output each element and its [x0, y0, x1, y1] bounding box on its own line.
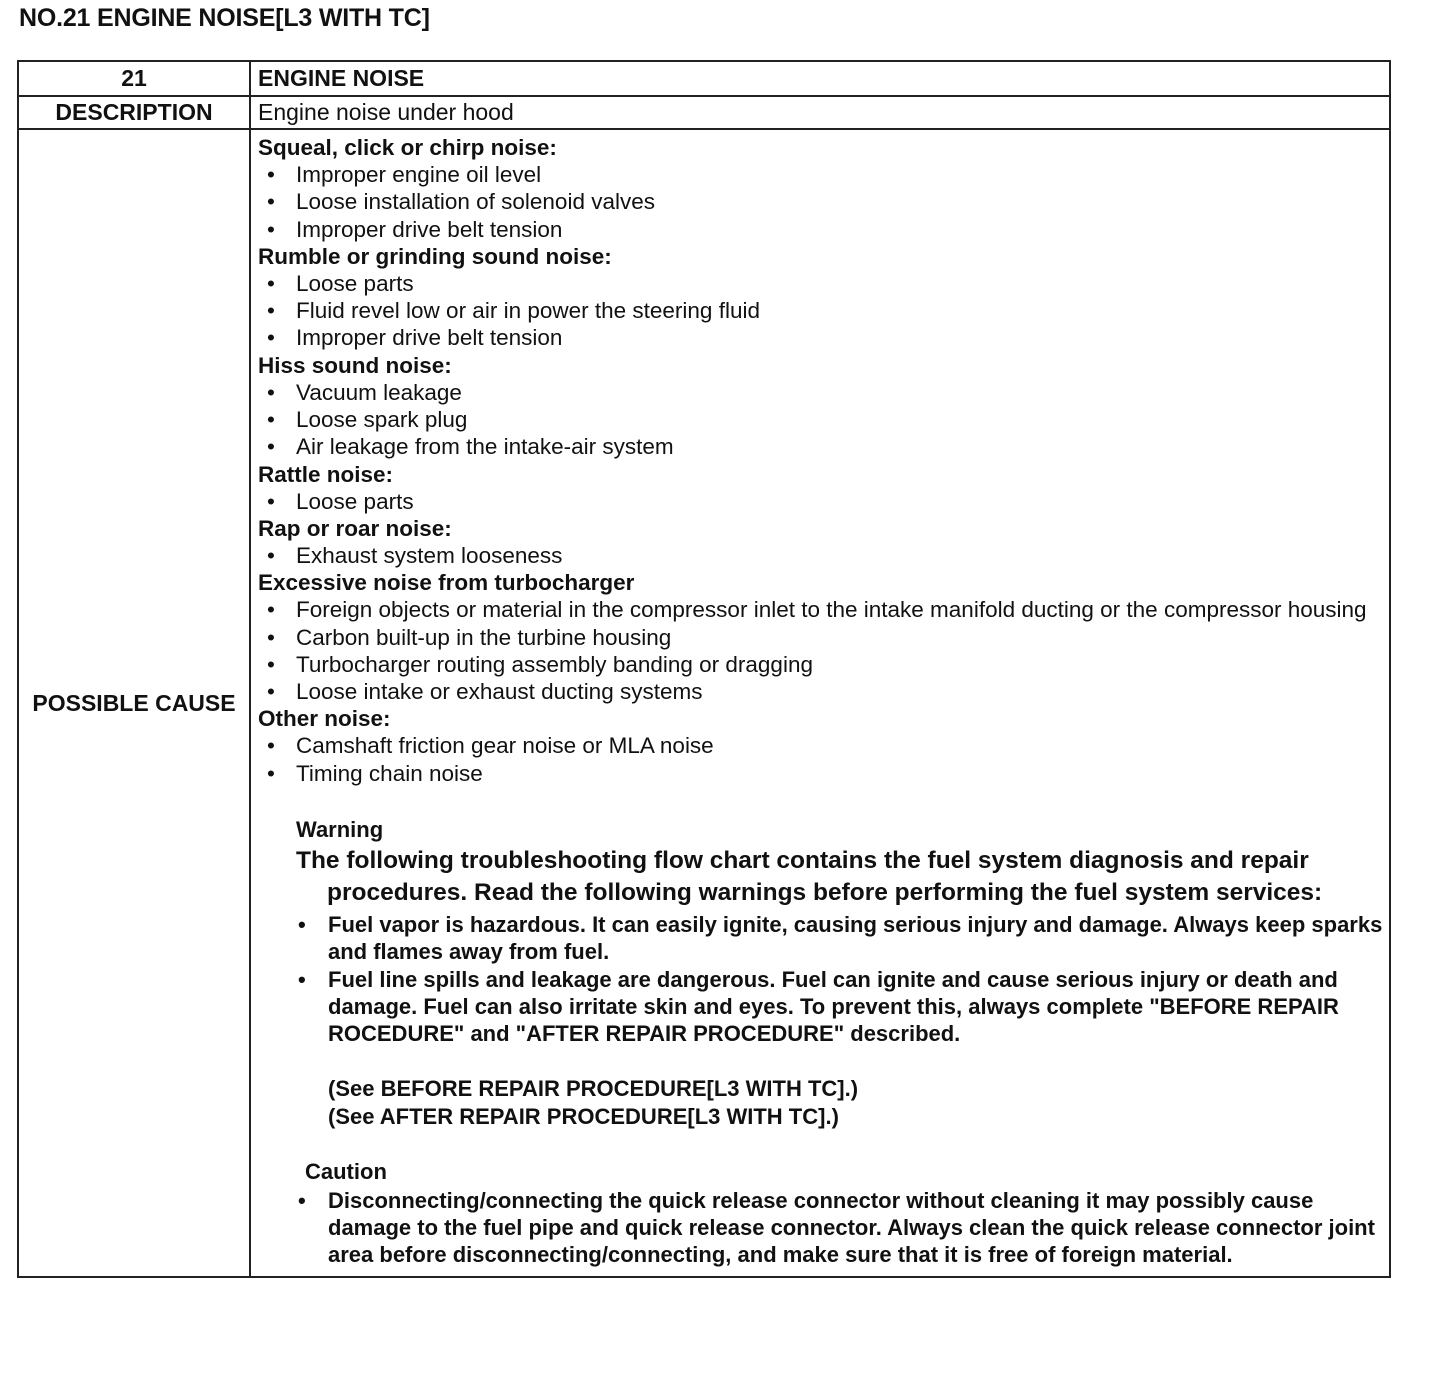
trouble-name: ENGINE NOISE — [250, 61, 1390, 96]
warning-lead: The following troubleshooting flow chart contains the fuel system diagnosis and repair procedures. Read the following warnings before performing the fuel system services: — [296, 847, 1323, 907]
cause-item: • Vacuum leakage — [258, 379, 1389, 406]
see-after-repair-link[interactable]: (See AFTER REPAIR PROCEDURE[L3 WITH TC].) — [328, 1103, 839, 1129]
possible-cause-label: POSSIBLE CAUSE — [18, 129, 250, 1277]
page-title: NO.21 ENGINE NOISE[L3 WITH TC] — [19, 4, 430, 32]
cause-list — [258, 270, 1389, 352]
troubleshooting-table — [17, 60, 1391, 1278]
see-before-repair-link[interactable]: (See BEFORE REPAIR PROCEDURE[L3 WITH TC].) — [328, 1075, 859, 1101]
warning-list — [296, 911, 1389, 1047]
cause-item: • Fluid revel low or air in power the steering fluid — [258, 297, 1389, 324]
cause-list — [258, 732, 1389, 787]
cause-list — [258, 161, 1389, 243]
warning-label: Warning — [296, 817, 384, 843]
see-references — [296, 1075, 1389, 1131]
cause-group-heading: Rattle noise: — [258, 461, 394, 487]
table-header-row — [18, 61, 1390, 96]
cause-item: • Loose spark plug — [258, 406, 1389, 433]
cause-item: • Camshaft friction gear noise or MLA noise — [258, 732, 1389, 759]
description-value: Engine noise under hood — [250, 96, 1390, 129]
possible-cause-content — [250, 129, 1390, 1277]
cause-list — [258, 596, 1389, 705]
cause-list — [258, 379, 1389, 461]
cause-item: • Loose parts — [258, 488, 1389, 515]
cause-item: • Timing chain noise — [258, 760, 1389, 787]
cause-groups — [258, 134, 1389, 787]
cause-group-heading: Other noise: — [258, 706, 391, 732]
cause-list — [258, 542, 1389, 569]
cause-group-heading: Hiss sound noise: — [258, 352, 452, 378]
cause-list — [258, 488, 1389, 515]
cause-item: • Loose parts — [258, 270, 1389, 297]
cause-item: • Improper engine oil level — [258, 161, 1389, 188]
warning-item: • Fuel line spills and leakage are dangerous. Fuel can ignite and cause serious injury or death and damage. Fuel can also irritate skin and eyes. To prevent this, always complete "BEFORE REPAIR ROCEDURE" and "AFTER REPAIR PROCEDURE" described. — [296, 966, 1389, 1048]
caution-list — [296, 1187, 1389, 1269]
description-row — [18, 96, 1390, 129]
cause-item: • Foreign objects or material in the compressor inlet to the intake manifold ducting or the compressor housing — [258, 596, 1389, 623]
cause-item: • Turbocharger routing assembly banding or dragging — [258, 651, 1389, 678]
cause-item: • Exhaust system looseness — [258, 542, 1389, 569]
cause-group-heading: Squeal, click or chirp noise: — [258, 135, 557, 160]
trouble-number: 21 — [18, 61, 250, 96]
cause-item: • Loose intake or exhaust ducting systems — [258, 678, 1389, 705]
caution-label: Caution — [305, 1158, 387, 1184]
description-label: DESCRIPTION — [18, 96, 250, 129]
cause-group-heading: Rap or roar noise: — [258, 515, 452, 541]
cause-item: • Carbon built-up in the turbine housing — [258, 624, 1389, 651]
possible-cause-row — [18, 129, 1390, 1277]
cause-item: • Air leakage from the intake-air system — [258, 433, 1389, 460]
cause-item: • Loose installation of solenoid valves — [258, 188, 1389, 215]
cause-item: • Improper drive belt tension — [258, 216, 1389, 243]
caution-item: • Disconnecting/connecting the quick release connector without cleaning it may possibly cause damage to the fuel pipe and quick release connector. Always clean the quick release connector joint area before disconnecting/connecting, and make sure that it is free of foreign material. — [296, 1187, 1389, 1269]
cause-item: • Improper drive belt tension — [258, 324, 1389, 351]
cause-group-heading: Rumble or grinding sound noise: — [258, 243, 612, 269]
warning-item: • Fuel vapor is hazardous. It can easily ignite, causing serious injury and damage. Always keep sparks and flames away from fuel. — [296, 911, 1389, 966]
cause-group-heading: Excessive noise from turbocharger — [258, 570, 635, 596]
warning-block — [296, 815, 1389, 1268]
